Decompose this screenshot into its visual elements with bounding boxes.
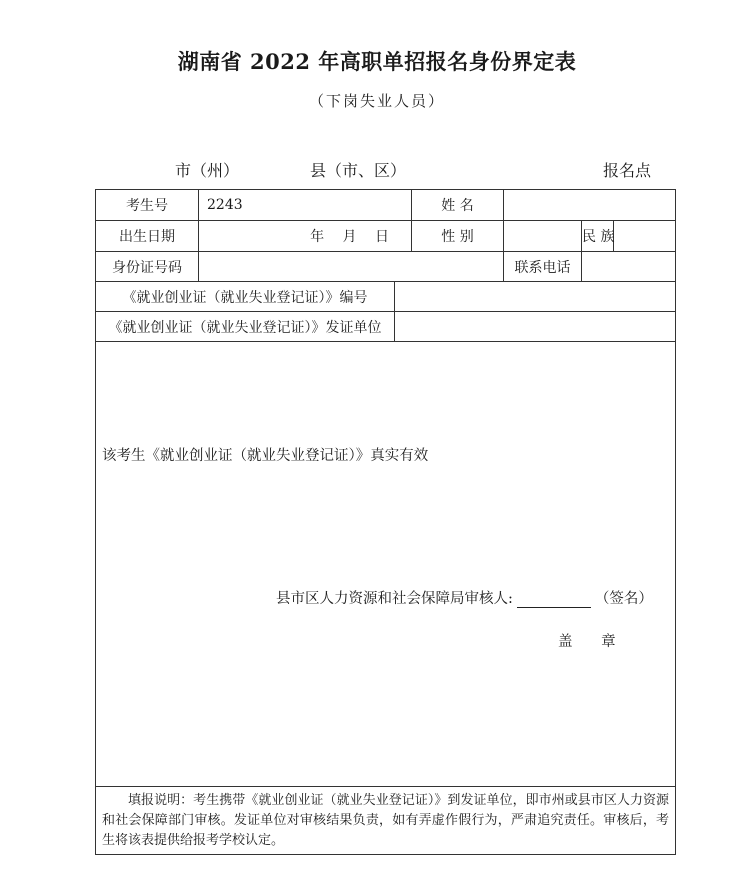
form-title: 湖南省 2022 年高职单招报名身份界定表 xyxy=(177,49,577,74)
birth-row xyxy=(96,221,676,252)
reviewer-line xyxy=(276,587,653,608)
exam-number-row xyxy=(96,190,676,221)
verification-cell xyxy=(96,342,676,787)
id-label: 身份证号码 xyxy=(96,252,199,282)
exam-number-value[interactable]: 2243 xyxy=(199,190,412,221)
county-label: 县（市、区） xyxy=(310,161,407,180)
sign-label: （签名） xyxy=(594,591,653,607)
cert-number-label: 《就业创业证（就业失业登记证）》编号 xyxy=(96,282,395,312)
site-label: 报名点 xyxy=(603,161,652,180)
note-text: 填报说明：考生携带《就业创业证（就业失业登记证）》到发证单位，即市州或县市区人力资源和社会保障部门审核。发证单位对审核结果负责，如有弄虚作假行为，严肃追究责任。审核后，考生将该表提供给报考学校认定。 xyxy=(102,793,670,848)
id-value[interactable] xyxy=(199,252,504,282)
location-line xyxy=(106,158,666,182)
identity-form-table xyxy=(95,189,676,855)
phone-label: 联系电话 xyxy=(504,252,582,282)
seal-label: 盖 章 xyxy=(558,634,628,650)
id-row xyxy=(96,252,676,282)
signature-blank[interactable] xyxy=(517,592,591,608)
phone-value[interactable] xyxy=(582,252,676,282)
birth-date-value[interactable]: 年 月 日 xyxy=(199,221,412,252)
ethnicity-label: 民 族 xyxy=(582,221,614,252)
gender-value[interactable] xyxy=(504,221,582,252)
gender-label: 性 别 xyxy=(412,221,504,252)
issuer-row xyxy=(96,312,676,342)
verification-row xyxy=(96,342,676,787)
exam-number-label: 考生号 xyxy=(96,190,199,221)
issuer-label: 《就业创业证（就业失业登记证）》发证单位 xyxy=(96,312,395,342)
verification-statement: 该考生《就业创业证（就业失业登记证）》真实有效 xyxy=(102,448,429,464)
issuer-value[interactable] xyxy=(395,312,676,342)
ethnicity-value[interactable] xyxy=(614,221,676,252)
reviewer-label: 县市区人力资源和社会保障局审核人: xyxy=(276,591,513,607)
note-cell xyxy=(96,787,676,855)
city-label: 市（州） xyxy=(175,161,240,180)
name-label: 姓 名 xyxy=(412,190,504,221)
birth-label: 出生日期 xyxy=(96,221,199,252)
cert-number-value[interactable] xyxy=(395,282,676,312)
form-subtitle: （下岗失业人员） xyxy=(308,92,445,110)
name-value[interactable] xyxy=(504,190,676,221)
note-row xyxy=(96,787,676,855)
cert-number-row xyxy=(96,282,676,312)
